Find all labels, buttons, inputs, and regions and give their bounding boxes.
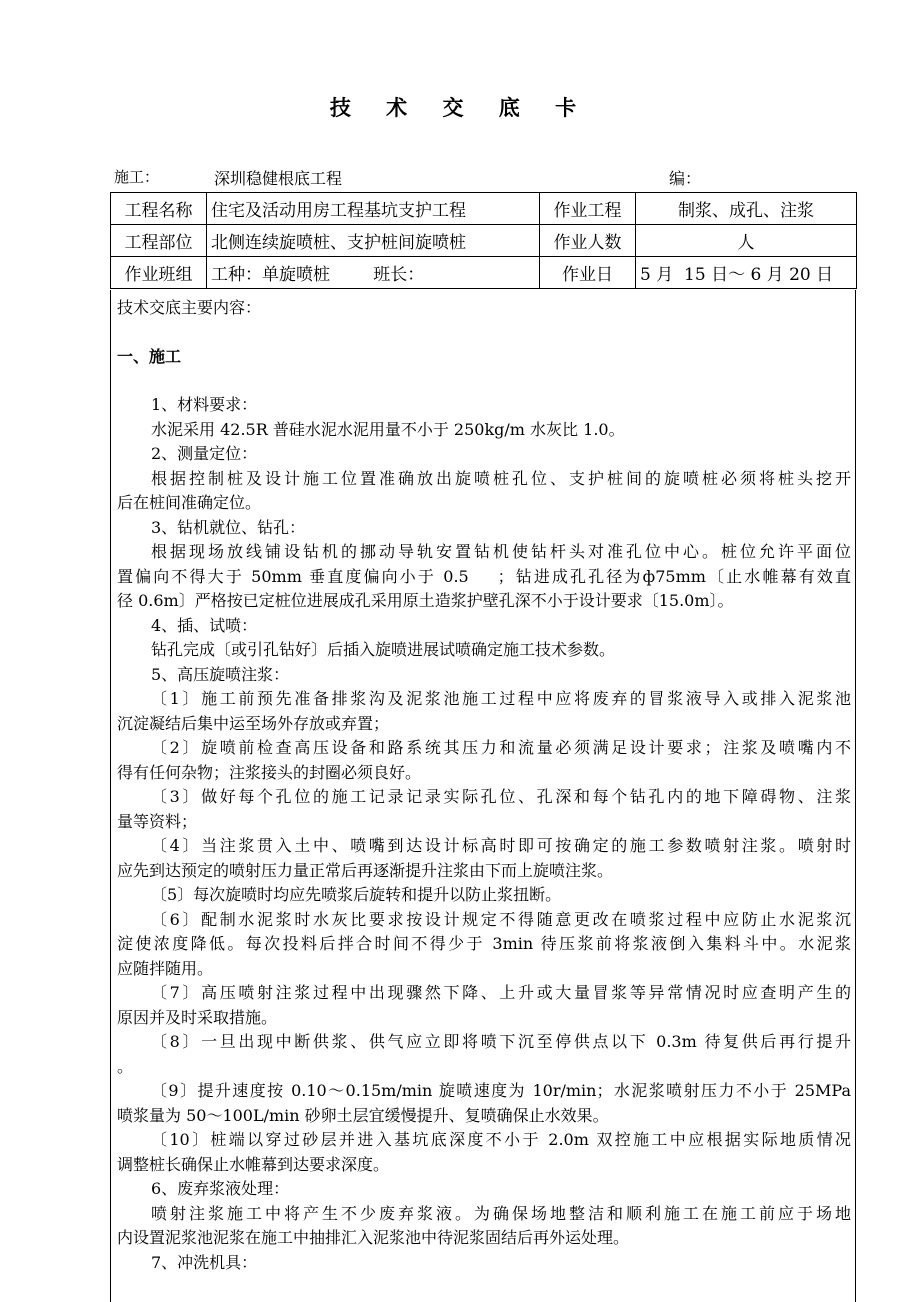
project-part-label: 工程部位 bbox=[111, 225, 207, 257]
list-item: 得有任何杂物；注浆接头的封圈必须良好。 bbox=[117, 762, 422, 782]
list-item: 〔7〕高压喷射注浆过程中出现骤然下降、上升或大量冒浆等异常情况时应查明产生的 bbox=[151, 983, 851, 1002]
info-table bbox=[110, 192, 857, 289]
content-text bbox=[117, 296, 851, 1275]
item7-title: 7、冲洗机具： bbox=[151, 1252, 258, 1272]
construction-value: 深圳稳健根底工程 bbox=[214, 169, 343, 188]
item2-body-line: 后在桩间准确定位。 bbox=[117, 493, 262, 512]
team-label: 作业班组 bbox=[111, 257, 207, 289]
list-item: 。 bbox=[117, 1056, 134, 1076]
meta-row bbox=[112, 166, 856, 188]
list-item: 〔9〕提升速度按 0.10～0.15m/min 旋喷速度为 10r/min；水泥浆喷射压力不小于 25MPa bbox=[151, 1081, 851, 1100]
item4-title: 4、插、试喷： bbox=[151, 615, 258, 635]
item2-body-line: 根据控制桩及设计施工位置准确放出旋喷桩孔位、支护桩间的旋喷桩必须将桩头挖开 bbox=[151, 468, 851, 488]
table-row bbox=[111, 257, 857, 289]
list-item: 应随拌随用。 bbox=[117, 958, 214, 978]
list-item: 量等资料； bbox=[117, 811, 198, 831]
item1-body: 水泥采用 42.5R 普硅水泥水泥用量不小于 250kg/m 水灰比 1.0。 bbox=[151, 419, 625, 439]
list-item: 〔6〕配制水泥浆时水灰比要求按设计规定不得随意更改在喷浆过程中应防止水泥浆沉 bbox=[151, 909, 851, 929]
table-row bbox=[111, 193, 857, 225]
list-item: 〔1〕施工前预先准备排浆沟及泥浆池施工过程中应将废弃的冒浆液导入或排入泥浆池 bbox=[151, 689, 851, 708]
list-item: 淀使浓度降低。每次投料后拌合时间不得少于 3min 待压浆前将浆液倒入集料斗中。水泥浆 bbox=[117, 934, 851, 953]
intro-line: 技术交底主要内容： bbox=[117, 298, 262, 317]
list-item: 应先到达预定的喷射压力量正常后再逐渐提升注浆由下而上旋喷注浆。 bbox=[117, 860, 614, 880]
worker-count-value: 人 bbox=[636, 225, 857, 257]
list-item: 〔2〕旋喷前检查高压设备和路系统其压力和流量必须满足设计要求；注浆及喷嘴内不 bbox=[151, 738, 851, 757]
item5-title: 5、高压旋喷注浆： bbox=[151, 664, 290, 684]
list-item: 喷浆量为 50～100L/min 砂卵土层宜缓慢提升、复喷确保止水效果。 bbox=[117, 1105, 609, 1125]
list-item: 〔10〕桩端以穿过砂层并进入基坑底深度不小于 2.0m 双控施工中应根据实际地质情况 bbox=[151, 1130, 851, 1149]
item3-body-line: 置偏向不得大于 50mm 垂直度偏向小于 0.5 ；钻进成孔孔径为ф75mm〔止水帷幕有效直 bbox=[117, 566, 851, 586]
work-item-label: 作业工程 bbox=[540, 193, 636, 225]
project-part-value: 北侧连续旋喷桩、支护桩间旋喷桩 bbox=[207, 225, 540, 257]
edit-label: 编： bbox=[669, 169, 702, 188]
item2-title: 2、测量定位： bbox=[151, 444, 258, 463]
item6-body-line: 内设置泥浆池泥浆在施工中抽排汇入泥浆池中待泥浆固结后再外运处理。 bbox=[117, 1228, 630, 1247]
page-title: 技 术 交 底 卡 bbox=[329, 96, 591, 120]
project-name-label: 工程名称 bbox=[111, 193, 207, 225]
list-item: 〔5〕每次旋喷时均应先喷浆后旋转和提升以防止浆扭断。 bbox=[151, 885, 562, 904]
item3-body-line: 根据现场放线铺设钻机的挪动导轨安置钻机使钻杆头对准孔位中心。桩位允许平面位 bbox=[151, 542, 851, 561]
item6-body-line: 喷射注浆施工中将产生不少废弃浆液。为确保场地整洁和顺利施工在施工前应于场地 bbox=[151, 1203, 851, 1223]
list-item: 〔8〕一旦出现中断供浆、供气应立即将喷下沉至停供点以下 0.3m 待复供后再行提升 bbox=[151, 1032, 851, 1051]
team-value: 工种：单旋喷桩 班长： bbox=[207, 257, 540, 289]
item4-body: 钻孔完成〔或引孔钻好〕后插入旋喷进展试喷确定施工技术参数。 bbox=[151, 640, 616, 659]
item6-title: 6、废弃浆液处理： bbox=[151, 1179, 290, 1198]
work-date-label: 作业日 bbox=[540, 257, 636, 289]
work-date-value: 5 月 15 日～ 6 月 20 日 bbox=[636, 257, 857, 289]
list-item: 沉淀凝结后集中运至场外存放或弃置； bbox=[117, 713, 390, 733]
content-box bbox=[110, 290, 856, 1302]
list-item: 调整桩长确保止水帷幕到达要求深度。 bbox=[117, 1154, 390, 1174]
table-row bbox=[111, 225, 857, 257]
worker-count-label: 作业人数 bbox=[540, 225, 636, 257]
list-item: 原因并及时采取措施。 bbox=[117, 1007, 278, 1027]
section-heading: 一、施工 bbox=[117, 346, 182, 366]
list-item: 〔3〕做好每个孔位的施工记录记录实际孔位、孔深和每个钻孔内的地下障碍物、注浆 bbox=[151, 787, 851, 806]
item3-body-line: 径 0.6m〕严格按已定桩位进展成孔采用原土造浆护壁孔深不小于设计要求〔15.0m〕。 bbox=[117, 591, 734, 610]
item3-title: 3、钻机就位、钻孔： bbox=[151, 517, 306, 537]
project-name-value: 住宅及活动用房工程基坑支护工程 bbox=[207, 193, 540, 225]
list-item: 〔4〕当注浆贯入土中、喷嘴到达设计标高时即可按确定的施工参数喷射注浆。喷射时 bbox=[151, 836, 851, 855]
work-item-value: 制浆、成孔、注浆 bbox=[636, 193, 857, 225]
construction-label: 施工： bbox=[114, 168, 160, 186]
item1-title: 1、材料要求： bbox=[151, 395, 258, 414]
